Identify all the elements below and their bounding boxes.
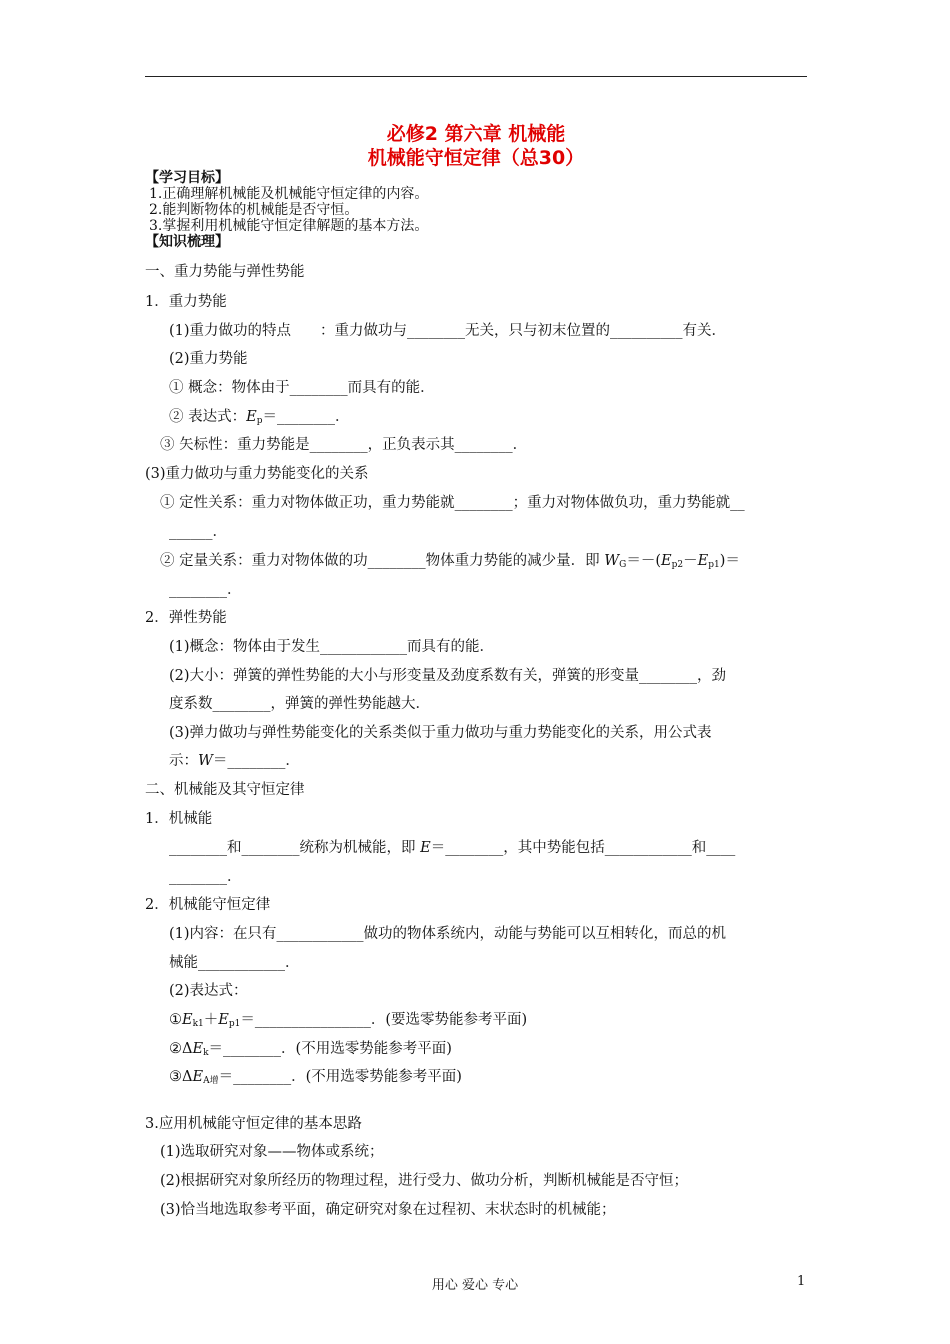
item-work-pe-relation: (3)重力做功与重力势能变化的关系 xyxy=(145,466,369,482)
item-law-expression: (2)表达式： xyxy=(169,983,248,999)
goal-item-3: 3.掌握利用机械能守恒定律解题的基本方法。 xyxy=(149,218,429,234)
goal-item-1: 1.正确理解机械能及机械能守恒定律的内容。 xyxy=(149,186,429,202)
item-expr-3: $③\Delta E_{A增}=\_\_\_\_\_\_\_\_$．(不用选零势能参考平面) xyxy=(169,1069,462,1086)
item-conservation-law: 2．机械能守恒定律 xyxy=(145,897,271,913)
doc-title-line1: 必修2 第六章 机械能 xyxy=(386,123,566,145)
item-expr-1: $①E_{k1}+E_{p1}=\_\_\_\_\_\_\_\_\_\_\_\_\_\_\_\_$．(要选零势能参考平面) xyxy=(169,1012,528,1029)
item-elastic-size: (2)大小：弹簧的弹性势能的大小与形变量及劲度系数有关，弹簧的形变量________，劲 xyxy=(169,668,727,684)
item-concept: ① 概念：物体由于________而具有的能． xyxy=(169,380,435,396)
doc-title-line2: 机械能守恒定律（总30） xyxy=(367,147,585,169)
item-application-approach: 3.应用机械能守恒定律的基本思路 xyxy=(145,1116,362,1132)
item-elastic-relation-cont: 示：W＝________． xyxy=(169,753,300,769)
goal-item-2: 2.能判断物体的机械能是否守恒。 xyxy=(149,202,359,218)
item-elastic-size-cont: 度系数________，弹簧的弹性势能越大． xyxy=(169,696,430,712)
item-approach-2: (2)根据研究对象所经历的物理过程，进行受力、做功分析，判断机械能是否守恒； xyxy=(160,1173,689,1189)
knowledge-heading: 【知识梳理】 xyxy=(145,234,229,250)
item-law-content: (1)内容：在只有____________做功的物体系统内，动能与势能可以互相转化，而总的机 xyxy=(169,926,727,942)
item-quantitative-cont: ________． xyxy=(169,582,242,598)
item-law-content-cont: 械能____________． xyxy=(169,955,300,971)
header-rule xyxy=(145,76,807,77)
item-mech-energy-cont: ________． xyxy=(169,869,242,885)
item-quantitative: ② 定量关系：重力对物体做的功________物体重力势能的减少量．即 $W_G=-(E_{p2}-E_{p1})=$ xyxy=(160,553,740,570)
item-mech-energy-text: ________和________统称为机械能，即 E＝________，其中势能包括____________和____ xyxy=(169,840,736,856)
item-elastic-relation: (3)弹力做功与弹性势能变化的关系类似于重力做功与重力势能变化的关系，用公式表 xyxy=(169,725,712,741)
item-gravity-pe-sub: (2)重力势能 xyxy=(169,351,248,367)
item-mech-energy: 1．机械能 xyxy=(145,811,213,827)
item-qualitative-cont: ______． xyxy=(169,524,227,540)
item-expression: ② 表达式：$E_p=\_\_\_\_\_\_\_\_$． xyxy=(169,409,350,426)
item-approach-3: (3)恰当地选取参考平面，确定研究对象在过程初、末状态时的机械能； xyxy=(160,1202,616,1218)
item-approach-1: (1)选取研究对象——物体或系统； xyxy=(160,1144,384,1160)
section-2-heading: 二、机械能及其守恒定律 xyxy=(145,782,305,798)
item-gravity-pe: 1．重力势能 xyxy=(145,294,227,310)
page-number: 1 xyxy=(797,1274,806,1289)
item-gravity-work-feature: (1)重力做功的特点 ：重力做功与________无关，只与初末位置的__________有关． xyxy=(169,323,727,339)
section-1-heading: 一、重力势能与弹性势能 xyxy=(145,264,305,280)
goals-heading: 【学习目标】 xyxy=(145,170,229,186)
page-footer: 用心 爱心 专心 xyxy=(431,1278,519,1293)
item-scalar-vector: ③ 矢标性：重力势能是________，正负表示其________． xyxy=(160,437,528,453)
item-qualitative: ① 定性关系：重力对物体做正功，重力势能就________；重力对物体做负功，重力势能就__ xyxy=(160,495,745,511)
item-elastic-pe: 2．弹性势能 xyxy=(145,610,227,626)
item-expr-2: $②\Delta E_k=\_\_\_\_\_\_\_\_$．(不用选零势能参考平面) xyxy=(169,1041,452,1058)
item-elastic-concept: (1)概念：物体由于发生____________而具有的能． xyxy=(169,639,495,655)
